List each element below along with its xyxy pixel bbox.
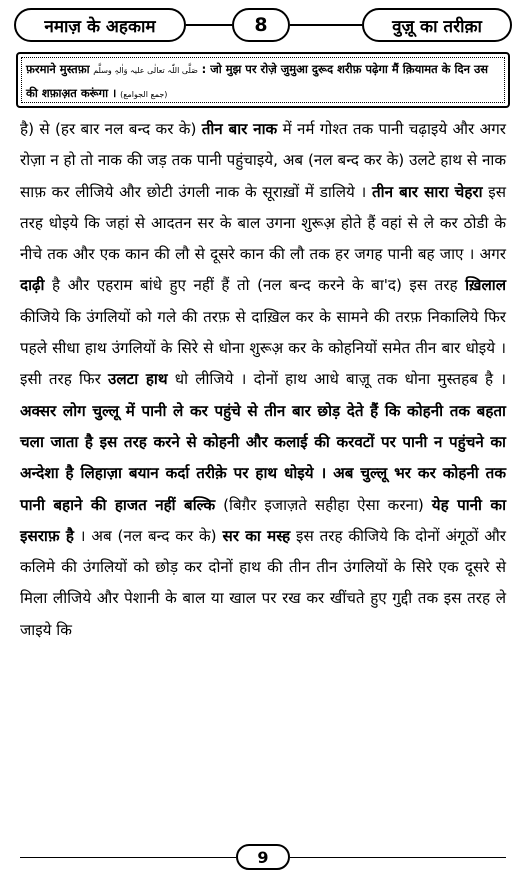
book-title-badge <box>14 8 186 42</box>
body-bold-segment: सर का मस्ह <box>222 526 291 545</box>
header-rule-right <box>290 24 362 26</box>
header-rule-left <box>186 24 232 26</box>
body-text <box>20 114 506 646</box>
banner-source: (جمع الجوامع) <box>120 90 168 99</box>
body-segment: कीजिये कि उंगलियों को गले की तरफ़ से दाख़िल कर के सामने की तरफ़ निकालिये फिर पहले सीधा हाथ उंगलियों के सिरे से धोना शुरूअ़ कर के कोहनियों समेत तीन बार धोइये । इसी तरह फिर <box>20 307 506 389</box>
body-segment: है और एहराम बांधे हुए नहीं हैं तो (नल बन्द करने के बा'द) इस तरह <box>44 276 466 295</box>
page-number: 8 <box>254 14 268 36</box>
footer-rule-left <box>20 857 236 858</box>
body-bold-segment: ख़िलाल <box>465 276 506 295</box>
footer-rule-right <box>290 857 506 858</box>
body-segment: धो लीजिये । दोनों हाथ आधे बाज़ू तक धोना मुस्तहब है । <box>167 370 506 389</box>
footer-page-badge <box>236 844 290 870</box>
arabic-salutation: صَلَّی اللّٰہ تعالٰی علیہ وَاٰلہٖ وسلَّم <box>93 66 198 75</box>
body-bold-segment: येह पानी का इसराफ़ है <box>20 495 506 545</box>
body-bold-segment: तीन बार नाक <box>201 120 278 138</box>
page-number-badge <box>232 8 290 42</box>
banner-text: : जो मुझ पर रोज़े जुमुआ दुरूद शरीफ़ पढ़ेगा मैं क़ियामत के दिन उस की शफ़ाअ़त करूंगा । <box>26 62 489 100</box>
body-segment: (बिग़ैर इजाज़ते सहीहा ऐसा करना) <box>215 495 432 514</box>
footer-page-number: 9 <box>257 847 269 867</box>
chapter-title-badge <box>362 8 512 42</box>
body-segment: इस तरह धोइये कि जहां से आदतन सर के बाल उगना शुरूअ़ होते हैं वहां से ले कर ठोडी के नीचे तक और एक कान की लौ से दूसरे कान की लौ तक हर जगह पानी बह जाए । अगर <box>20 182 506 264</box>
body-segment: में नर्म गोश्त तक पानी चढ़ाइये और अगर रोज़ा न हो तो नाक की जड़ तक पानी पहुंचाइये, अब (नल बन्द कर के) उलटे हाथ से नाक साफ़ कर लीजिये और छोटी उंगली नाक के सूराख़ों में डालिये । <box>20 120 506 201</box>
body-bold-segment: उलटा हाथ <box>108 370 168 389</box>
body-segment: इस तरह कीजिये कि दोनों अंगूठों और कलिमे की उंगलियों को छोड़ कर दोनों हाथ की तीन तीन उंगलियों के सिरे एक दूसरे से मिला लीजिये और पेशानी के बाल या खाल पर रख कर खींचते हुए गुद्दी तक इस तरह ले जाइये कि <box>20 526 506 639</box>
chapter-title: वुज़ू का तरीक़ा <box>392 16 482 37</box>
body-segment: है) से (हर बार नल बन्द कर के) <box>20 120 202 138</box>
body-bold-segment: तीन बार सारा चेहरा <box>371 182 483 201</box>
hadith-banner <box>16 52 510 108</box>
body-bold-segment: अक्सर लोग चुल्लू में पानी ले कर पहुंचे से तीन बार छोड़ देते हैं कि कोहनी तक बहता चला जाता है इस तरह करने से कोहनी और कलाई की करवटों पर पानी न पहुंचने का अन्देशा है लिहाज़ा बयान कर्दा तरीक़े पर हाथ धोइये । अब चुल्लू भर कर कोहनी तक पानी बहाने की हाजत नहीं बल्कि <box>20 401 506 514</box>
book-title: नमाज़ के अहकाम <box>44 16 156 37</box>
banner-label: फ़रमाने मुस्तफ़ा <box>26 62 90 76</box>
body-segment: । अब (नल बन्द कर के) <box>73 526 223 545</box>
body-bold-segment: दाढ़ी <box>20 276 45 295</box>
